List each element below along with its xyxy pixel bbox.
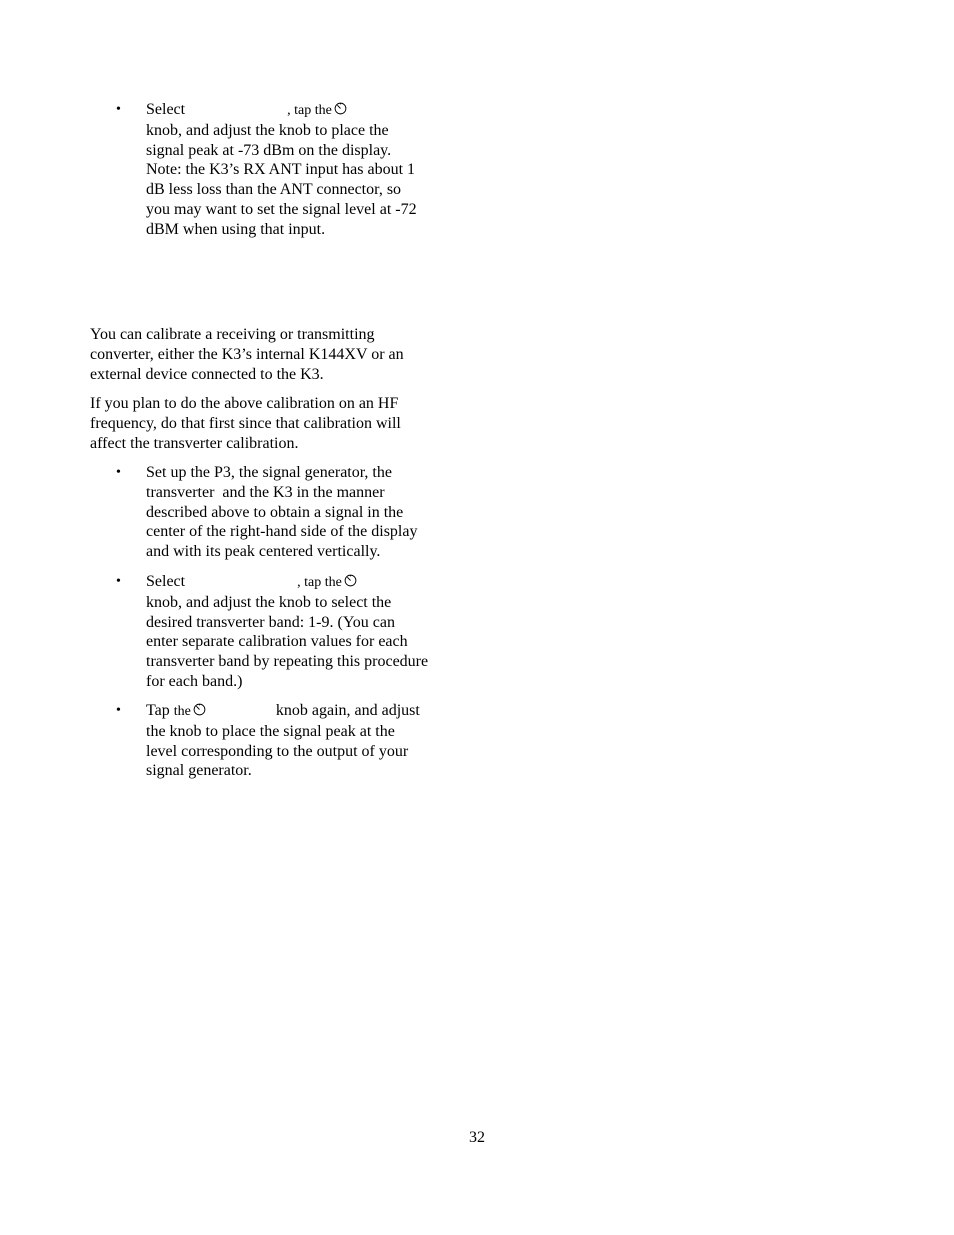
bullet-line: described above to obtain a signal in the xyxy=(146,503,404,521)
knob-icon xyxy=(344,574,357,587)
paragraph-line: external device connected to the K3. xyxy=(90,365,324,383)
bullet-line: and with its peak centered vertically. xyxy=(146,543,381,561)
paragraph-hf-first xyxy=(90,394,452,453)
paragraph-calibrate-converter xyxy=(90,325,452,384)
bullet-line: you may want to set the signal level at -72 xyxy=(146,200,417,218)
bullet-dot: • xyxy=(116,102,121,117)
bullet-line: dBM when using that input. xyxy=(146,220,326,238)
bullet-text: Tap xyxy=(146,702,170,719)
bullet-line: desired transverter band: 1-9. (You can xyxy=(146,613,395,631)
knob-icon xyxy=(334,102,347,115)
bullet-line: Note: the K3’s RX ANT input has about 1 xyxy=(146,161,416,179)
bullet-line: transverter and the K3 in the manner xyxy=(146,483,385,501)
bullet-line: Set up the P3, the signal generator, the xyxy=(146,464,392,481)
bullet-line: the knob to place the signal peak at the xyxy=(146,722,395,740)
bullet-text: the xyxy=(173,704,191,719)
paragraph-line: frequency, do that first since that calibration will xyxy=(90,414,401,432)
bullet-text: , tap the xyxy=(297,575,342,590)
bullet-line: dB less loss than the ANT connector, so xyxy=(146,181,402,199)
bullet-line: level corresponding to the output of your xyxy=(146,742,409,760)
bullet-line: transverter band by repeating this procedure xyxy=(146,653,429,671)
bullet-dot: • xyxy=(116,465,121,480)
bullet-line: knob, and adjust the knob to select the xyxy=(146,593,392,611)
paragraph-line: converter, either the K3’s internal K144XV or an xyxy=(90,345,404,363)
bullet-line: enter separate calibration values for each xyxy=(146,633,408,651)
bullet-item-setup xyxy=(90,463,508,562)
bullet-text: , tap the xyxy=(287,103,332,118)
bullet-line: signal peak at -73 dBm on the display. xyxy=(146,141,392,159)
bullet-text: knob again, and adjust xyxy=(275,702,420,719)
bullet-dot: • xyxy=(116,703,121,718)
bullet-dot: • xyxy=(116,574,121,589)
bullet-text: Select xyxy=(146,101,186,118)
bullet-line: signal generator. xyxy=(146,762,252,780)
bullet-line: center of the right-hand side of the display xyxy=(146,523,418,541)
page-number: 32 xyxy=(469,1129,485,1146)
bullet-line xyxy=(146,701,508,722)
bullet-line: knob, and adjust the knob to place the xyxy=(146,121,389,139)
bullet-item-select-band xyxy=(90,572,526,692)
bullet-item-select-cal xyxy=(90,100,508,240)
bullet-item-tap-knob xyxy=(90,701,508,781)
paragraph-line: affect the transverter calibration. xyxy=(90,434,299,452)
bullet-line: for each band.) xyxy=(146,672,243,690)
paragraph-line: If you plan to do the above calibration on an HF xyxy=(90,395,399,412)
paragraph-line: You can calibrate a receiving or transmitting xyxy=(90,326,375,343)
bullet-line xyxy=(146,572,526,593)
bullet-line xyxy=(146,100,508,121)
bullet-text: Select xyxy=(146,573,186,590)
knob-icon xyxy=(193,703,206,716)
